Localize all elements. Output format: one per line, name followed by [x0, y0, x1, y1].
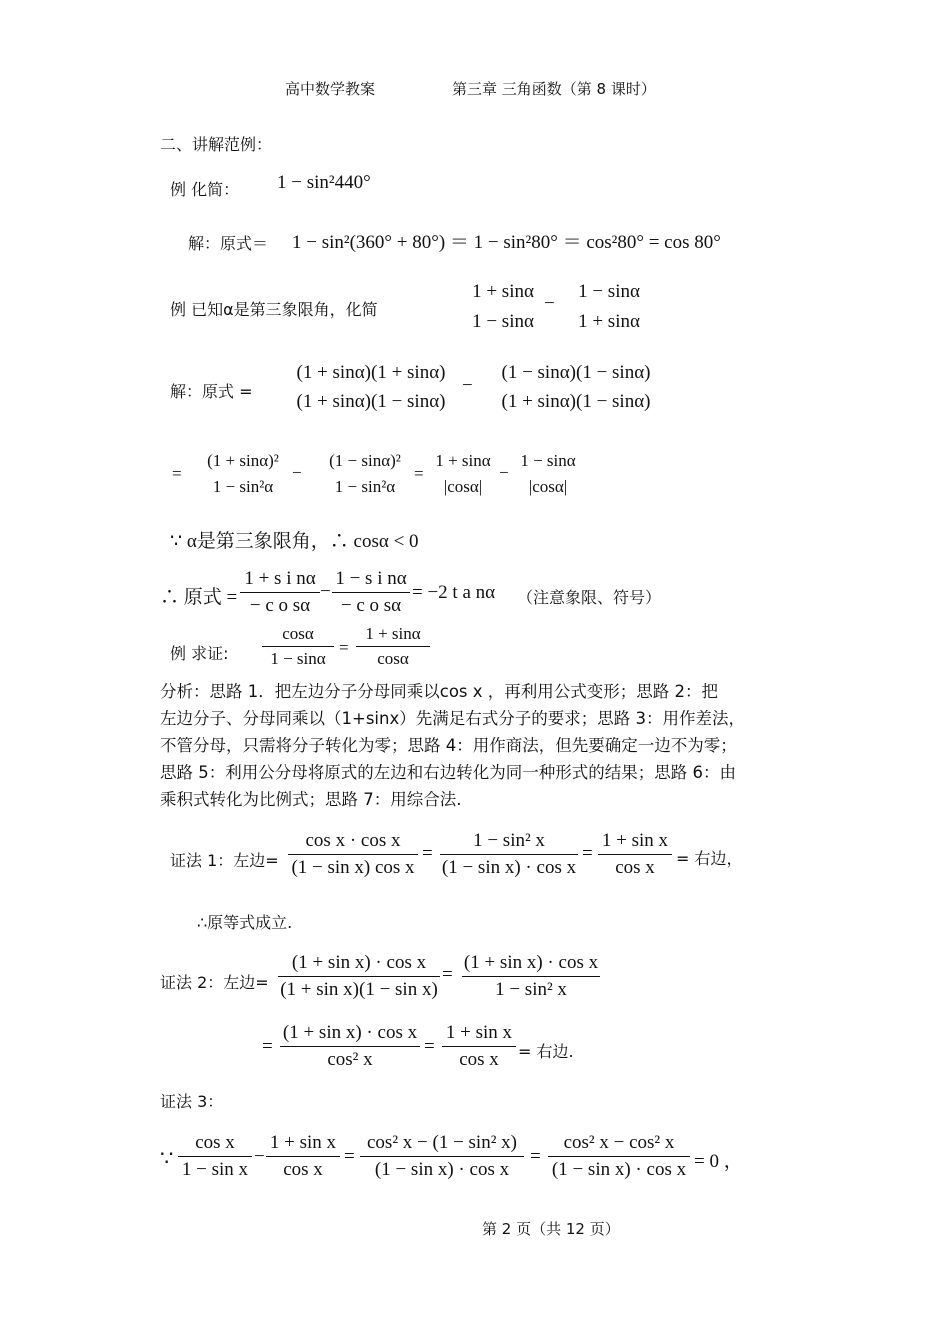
header-right: 第三章 三角函数（第 8 课时）: [452, 80, 656, 98]
proof2-end: = 右边.: [518, 1042, 574, 1061]
ex2-result: = −2 t a nα: [412, 582, 496, 603]
ex2-fraction-2: 1 − sinα 1 + sinα: [578, 281, 640, 332]
equals-sign: =: [339, 638, 349, 657]
ex2-because-line: ∵ α是第三象限角，∴ cosα < 0: [170, 531, 419, 552]
section-title: 二、讲解范例：: [160, 135, 273, 154]
because-symbol: ∵: [160, 1146, 174, 1170]
proof2-label: 证法 2：左边=: [160, 973, 269, 992]
analysis-paragraph: 分析：思路 1．把左边分子分母同乘以cos x ，再利用公式变形；思路 2：把 左边分子、分母同乘以（1+sinx）先满足右式分子的要求；思路 3：用作差法， 不管分母，只需将分子转化为零；思路 4：用作商法，但先要确定一边不为零； 思路 5：利用公分母将原式的左边和右边转化为同一种形式的结果；思路 6：由 乘积式转化为比例式；思路 7：用综合法.: [160, 682, 745, 809]
minus-sign: −: [254, 1146, 265, 1167]
ex1-solution: 1 − sin²(360° + 80°) ＝ 1 − sin²80° ＝ cos²80° = cos 80°: [292, 232, 721, 253]
proof3-fraction-3: cos² x − (1 − sin² x) (1 − sin x) · cos x: [360, 1132, 524, 1181]
equals-sign: =: [262, 1036, 273, 1057]
page-footer: 第 2 页（共 12 页）: [482, 1220, 620, 1238]
minus-sign: −: [499, 463, 509, 482]
equals-sign: =: [424, 1036, 435, 1057]
proof2-fraction-2: (1 + sin x) · cos x 1 − sin² x: [463, 952, 599, 1000]
ex1-label: 例 化简：: [170, 180, 240, 199]
proof1-fraction-2: 1 − sin² x (1 − sin x) · cos x: [441, 830, 577, 878]
ex2-sol-fraction-5: 1 + sinα |cosα|: [435, 451, 491, 496]
equals-sign: =: [582, 843, 593, 864]
minus-sign: −: [462, 375, 473, 396]
proof1-fraction-1: cos x · cos x (1 − sin x) cos x: [288, 830, 418, 879]
proof3-fraction-4: cos² x − cos² x (1 − sin x) · cos x: [548, 1132, 690, 1181]
minus-sign: −: [320, 581, 331, 602]
proof1-conclusion: ∴原等式成立.: [197, 913, 293, 932]
ex2-sol-fraction-2: (1 − sinα)(1 − sinα) (1 + sinα)(1 − sinα): [501, 362, 651, 412]
equals-sign: =: [530, 1146, 541, 1167]
proof1-label: 证法 1：左边=: [170, 851, 279, 870]
proof3-label: 证法 3：: [160, 1092, 224, 1111]
ex2-therefore-label: ∴ 原式 =: [160, 587, 238, 608]
proof2-fraction-3: (1 + sin x) · cos x cos² x: [280, 1022, 420, 1071]
ex2-result-fraction-1: 1 + s i nα − c o sα: [240, 568, 320, 617]
proof1-end: = 右边，: [676, 849, 743, 868]
ex2-sol-fraction-1: (1 + sinα)(1 + sinα) (1 + sinα)(1 − sinα): [296, 362, 446, 412]
proof3-end: = 0 ，: [694, 1151, 743, 1172]
proof1-fraction-3: 1 + sin x cos x: [598, 830, 672, 879]
ex2-label: 例 已知α是第三象限角，化简: [170, 300, 378, 319]
equals-sign: =: [422, 843, 433, 864]
ex1-expr: 1 − sin²440°: [277, 172, 371, 193]
proof2-fraction-1: (1 + sin x) · cos x (1 + sin x)(1 − sin x): [278, 952, 440, 1001]
ex2-sol-fraction-3: (1 + sinα)² 1 − sin²α: [207, 451, 279, 496]
proof2-fraction-4: 1 + sin x cos x: [442, 1022, 516, 1071]
ex2-note: （注意象限、符号）: [517, 588, 662, 607]
minus-sign: −: [292, 463, 302, 482]
ex2-solution-label: 解：原式 =: [170, 382, 253, 401]
ex3-label: 例 求证:: [170, 644, 229, 663]
ex3-right-fraction: 1 + sinα cosα: [356, 624, 430, 669]
ex2-sol-fraction-6: 1 − sinα |cosα|: [520, 451, 576, 496]
equals-sign: =: [442, 964, 453, 985]
equals-sign: =: [172, 464, 182, 483]
proof3-fraction-2: 1 + sin x cos x: [266, 1132, 340, 1181]
ex3-left-fraction: cosα 1 − sinα: [262, 624, 334, 669]
equals-sign: =: [344, 1146, 355, 1167]
equals-sign: =: [414, 464, 424, 483]
ex2-result-fraction-2: 1 − s i nα − c o sα: [332, 568, 410, 617]
minus-sign: −: [544, 293, 555, 314]
header-left: 高中数学教案: [285, 80, 376, 98]
proof3-fraction-1: cos x 1 − sin x: [178, 1132, 252, 1181]
ex2-fraction-1: 1 + sinα 1 − sinα: [472, 281, 534, 332]
ex2-sol-fraction-4: (1 − sinα)² 1 − sin²α: [329, 451, 401, 496]
ex1-solution-label: 解：原式＝: [188, 234, 269, 253]
